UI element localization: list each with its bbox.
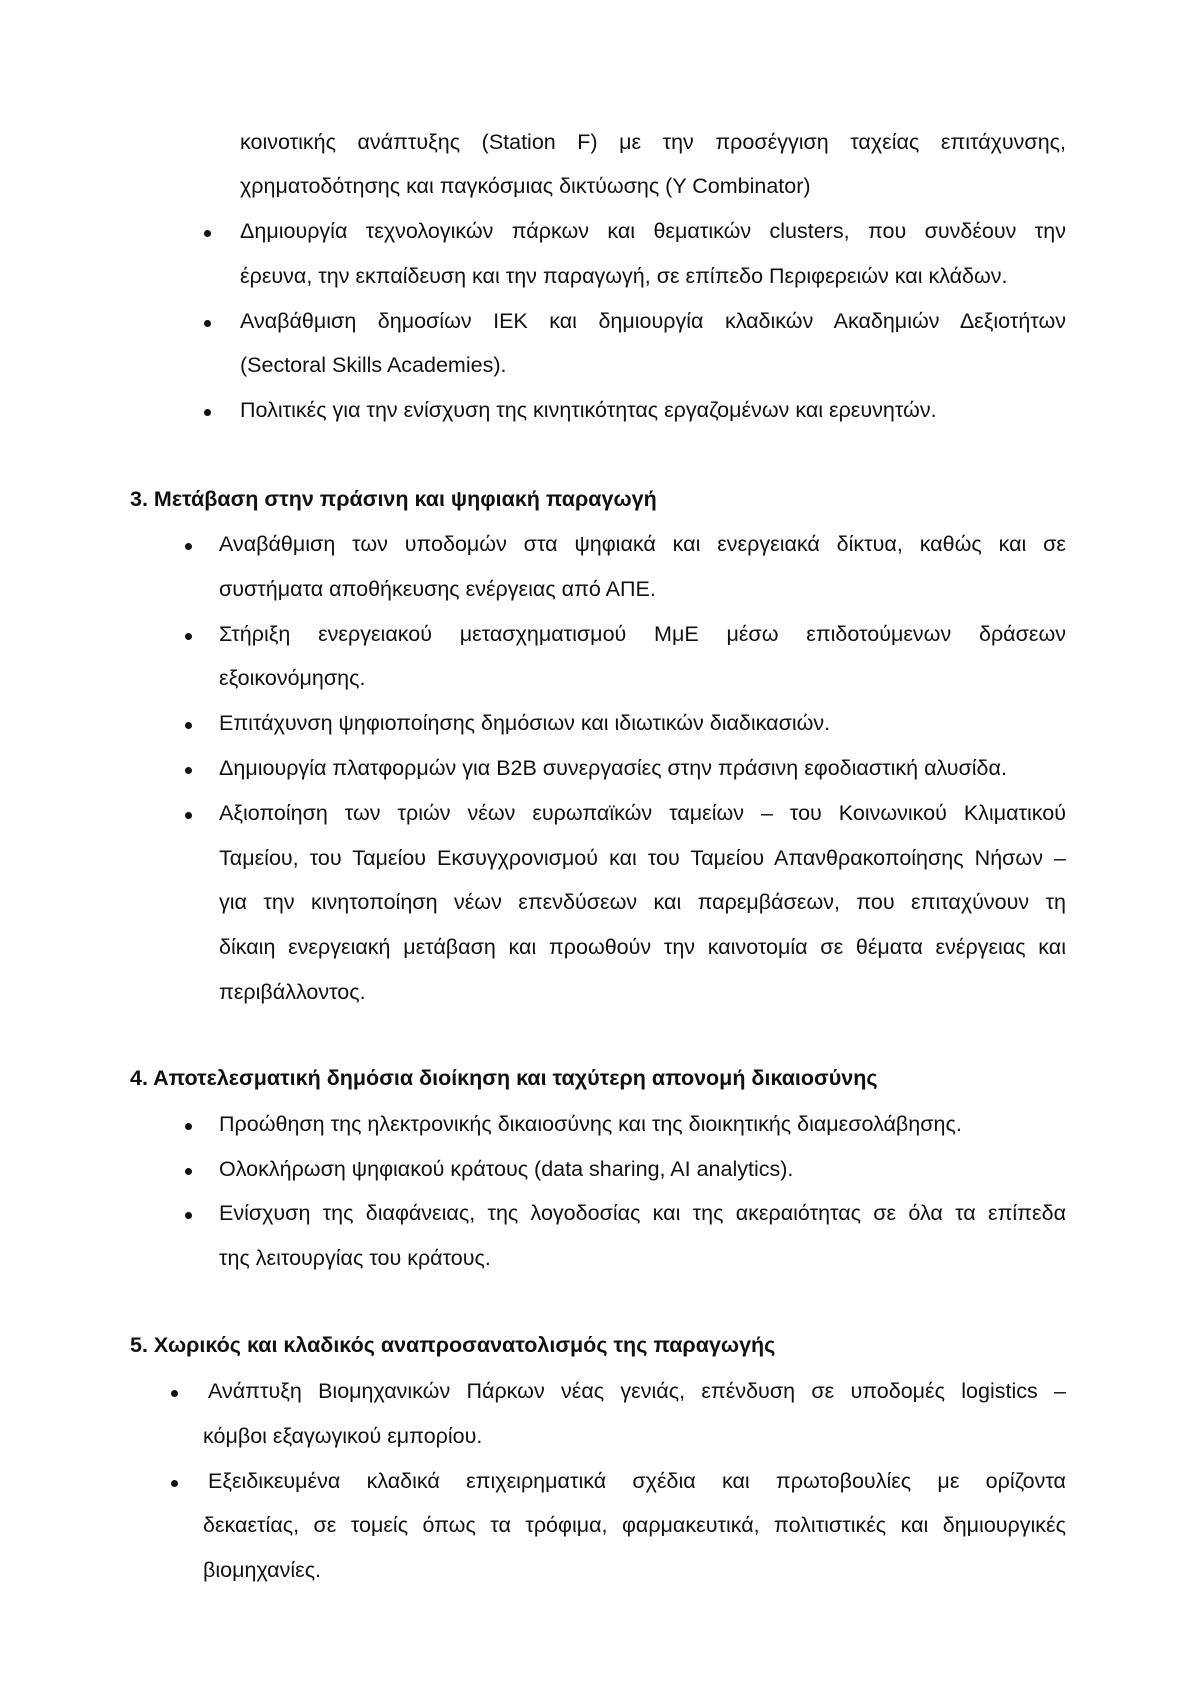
list-item: εξοικονόμησης. [219,666,366,690]
bullet-icon [204,230,211,237]
bullet-icon [185,1168,192,1175]
bullet-icon [204,409,211,416]
list-item: Ολοκλήρωση ψηφιακού κράτους (data sharing, AI analytics). [219,1157,794,1181]
bullet-icon [171,1390,178,1397]
list-item: συστήματα αποθήκευσης ενέργειας από ΑΠΕ. [219,577,656,601]
list-item: Ταμείου, του Ταμείου Εκσυγχρονισμού και του Ταμείου Απανθρακοποίησης Νήσων – [219,846,1066,870]
bullet-icon [185,767,192,774]
continuation-line: χρηματοδότησης και παγκόσμιας δικτύωσης (Y Combinator) [240,174,811,198]
list-item: για την κινητοποίηση νέων επενδύσεων και παρεμβάσεων, που επιταχύνουν τη [219,890,1066,914]
list-item: Επιτάχυνση ψηφιοποίησης δημόσιων και ιδιωτικών διαδικασιών. [219,711,831,735]
list-item: Αξιοποίηση των τριών νέων ευρωπαϊκών ταμείων – του Κοινωνικού Κλιματικού [219,801,1066,825]
list-item: (Sectoral Skills Academies). [240,353,507,377]
list-item: περιβάλλοντος. [219,980,366,1004]
list-item: κόμβοι εξαγωγικού εμπορίου. [203,1424,483,1448]
list-item: δεκαετίας, σε τομείς όπως τα τρόφιμα, φαρμακευτικά, πολιτιστικές και δημιουργικές [203,1513,1066,1537]
bullet-icon [185,812,192,819]
bullet-icon [171,1480,178,1487]
list-item: Προώθηση της ηλεκτρονικής δικαιοσύνης και της διοικητικής διαμεσολάβησης. [219,1112,962,1136]
bullet-icon [185,633,192,640]
bullet-icon [185,1123,192,1130]
list-item: έρευνα, την εκπαίδευση και την παραγωγή, σε επίπεδο Περιφερειών και κλάδων. [240,264,1008,288]
list-item: Δημιουργία τεχνολογικών πάρκων και θεματικών clusters, που συνδέουν την [240,219,1066,243]
bullet-icon [185,1212,192,1219]
list-item: της λειτουργίας του κράτους. [219,1246,491,1270]
section-heading: 5. Χωρικός και κλαδικός αναπροσανατολισμός της παραγωγής [130,1333,776,1357]
list-item: δίκαιη ενεργειακή μετάβαση και προωθούν την καινοτομία σε θέματα ενέργειας και [219,935,1066,959]
list-item: Ανάπτυξη Βιομηχανικών Πάρκων νέας γενιάς, επένδυση σε υποδομές logistics – [208,1379,1066,1403]
bullet-icon [204,320,211,327]
list-item: βιομηχανίες. [203,1558,322,1582]
list-item: Εξειδικευμένα κλαδικά επιχειρηματικά σχέδια και πρωτοβουλίες με ορίζοντα [208,1469,1066,1493]
list-item: Ενίσχυση της διαφάνειας, της λογοδοσίας και της ακεραιότητας σε όλα τα επίπεδα [219,1201,1066,1225]
bullet-icon [185,722,192,729]
section-heading: 4. Αποτελεσματική δημόσια διοίκηση και ταχύτερη απονομή δικαιοσύνης [130,1066,878,1090]
list-item: Δημιουργία πλατφορμών για B2B συνεργασίες στην πράσινη εφοδιαστική αλυσίδα. [219,756,1007,780]
list-item: Αναβάθμιση δημοσίων ΙΕΚ και δημιουργία κλαδικών Ακαδημιών Δεξιοτήτων [240,309,1066,333]
bullet-icon [185,543,192,550]
list-item: Στήριξη ενεργειακού μετασχηματισμού ΜμΕ μέσω επιδοτούμενων δράσεων [219,622,1066,646]
list-item: Πολιτικές για την ενίσχυση της κινητικότητας εργαζομένων και ερευνητών. [240,398,937,422]
list-item: Αναβάθμιση των υποδομών στα ψηφιακά και ενεργειακά δίκτυα, καθώς και σε [219,532,1066,556]
section-heading: 3. Μετάβαση στην πράσινη και ψηφιακή παραγωγή [130,487,657,511]
continuation-line: κοινοτικής ανάπτυξης (Station F) με την προσέγγιση ταχείας επιτάχυνσης, [240,130,1066,154]
